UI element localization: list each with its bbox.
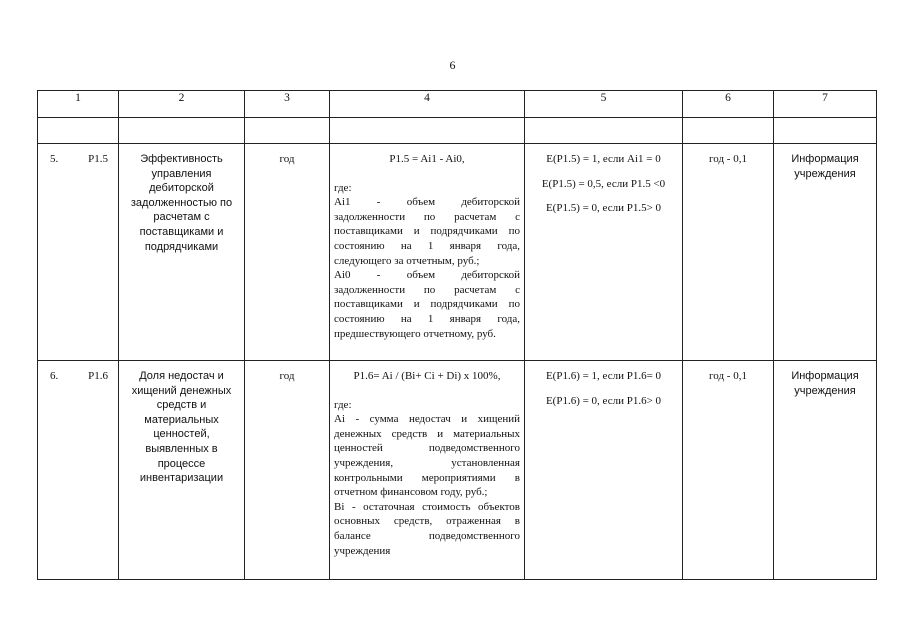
formula-definition: Ai - сумма недостач и хищений денежных средств и материальных ценностей подведомственного учреждения, установленная контрольными мероприятиями в отчетном финансовом году, руб.; <box>334 413 520 499</box>
table-row <box>38 144 877 361</box>
header-cell: 6 <box>683 91 774 118</box>
data-source: Информация учреждения <box>791 370 859 397</box>
table-header-row <box>38 91 877 118</box>
indicator-code: P1.5 <box>88 153 108 165</box>
header-cell: 7 <box>774 91 877 118</box>
evaluation-condition: E(P1.5) = 1, если Ai1 = 0 <box>546 153 661 165</box>
formula-where: где: <box>334 181 352 194</box>
evaluation-condition: E(P1.6) = 1, если P1.6= 0 <box>545 370 662 382</box>
row-number: 6. <box>50 370 59 382</box>
table-row <box>38 361 877 580</box>
formula-definition: Bi - остаточная стоимость объектов основных средств, отраженная в балансе подведомственного учреждения <box>334 500 520 557</box>
header-cell: 4 <box>330 91 525 118</box>
blank-row <box>38 118 877 144</box>
weight: год - 0,1 <box>709 153 747 165</box>
page-number: 6 <box>449 58 456 72</box>
formula-definition: Ai1 - объем дебиторской задолженности по расчетам с поставщиками и подрядчиками по состоянию на 1 января года, следующего за отчетным, руб.; <box>334 196 520 267</box>
indicator-code: P1.6 <box>88 370 108 382</box>
period-unit: год <box>279 370 295 382</box>
header-cell: 1 <box>38 91 119 118</box>
header-cell: 3 <box>245 91 330 118</box>
formula-definition: Ai0 - объем дебиторской задолженности по расчетам с поставщиками и подрядчиками по состоянию на 1 января года, предшествующего отчетному, руб. <box>334 269 520 340</box>
evaluation-condition: E(P1.5) = 0, если P1.5> 0 <box>545 202 662 215</box>
header-cell: 2 <box>119 91 245 118</box>
formula: P1.5 = Ai1 - Ai0, <box>389 153 465 165</box>
indicator-name: Эффективность управления дебиторской задолженностью по расчетам с поставщиками и подрядчиками <box>130 153 233 253</box>
formula-where: где: <box>334 398 352 411</box>
header-cell: 5 <box>525 91 683 118</box>
data-source: Информация учреждения <box>791 153 859 180</box>
row-number: 5. <box>50 153 59 165</box>
weight: год - 0,1 <box>709 370 747 382</box>
indicator-name: Доля недостач и хищений денежных средств и материальных ценностей, выявленных в процессе инвентаризации <box>131 370 232 485</box>
formula: P1.6= Ai / (Bi+ Ci + Di) x 100%, <box>353 370 501 382</box>
evaluation-condition: E(P1.6) = 0, если P1.6> 0 <box>545 394 662 407</box>
evaluation-condition: E(P1.5) = 0,5, если P1.5 <0 <box>541 177 666 190</box>
period-unit: год <box>279 153 295 165</box>
indicators-table <box>37 90 877 580</box>
